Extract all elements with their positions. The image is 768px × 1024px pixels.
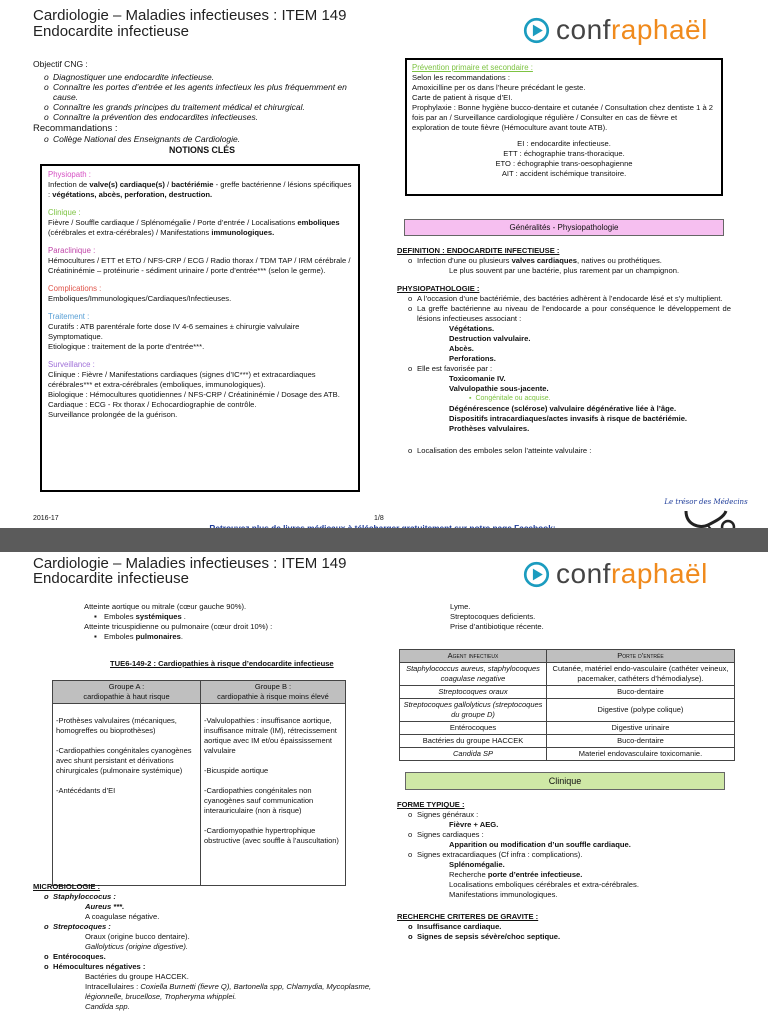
- localisation-item: o Localisation des emboles selon l’atteinte valvulaire :: [397, 446, 731, 456]
- notions-box: [40, 164, 360, 492]
- groupA-item: -Antécédants d’EI: [56, 786, 116, 795]
- abbrev-line: ETO : échographie trans-oesophagienne: [495, 159, 633, 168]
- table-row: Bactéries du groupe HACCEK Buco-dentaire: [400, 735, 735, 748]
- clinique-text: Fièvre / Souffle cardiaque / Splénomégalie / Porte d’entrée / Localisations emboliques (cérébrales et extra-cérébrales) / Manifestations immunologiques.: [48, 218, 340, 237]
- definition-title: DEFINITION : ENDOCARDITE INFECTIEUSE :: [397, 246, 560, 255]
- forme-title: FORME TYPIQUE :: [397, 800, 465, 809]
- groupB-item: -Cardiomyopathie hypertrophique obstructive (avec souffle à l’auscultation): [204, 826, 339, 845]
- complications-text: Emboliques/Immunologiques/Cardiaques/Infectieuses.: [48, 294, 232, 303]
- objectif-item: o Connaître la prévention des endocardites infectieuses.: [33, 112, 371, 122]
- confraphael-logo: confraphaël: [523, 560, 708, 588]
- clinique-label: Clinique :: [48, 208, 81, 217]
- paraclinique-text: Hémocultures / ETT et ETO / NFS-CRP / ECG / Radio thorax / TDM TAP / IRM cérébrale / Créatininémie – protéinurie - sédiment urinaire / porte d’entrée*** (selon le germe).: [48, 256, 351, 275]
- agent-header: Agent infectieux: [400, 650, 547, 663]
- badge-title: Le trésor des Médecins: [664, 498, 748, 506]
- abbrev-line: AIT : accident ischémique transitoire.: [501, 169, 627, 178]
- favorisee-item: o Elle est favorisée par :: [397, 364, 731, 374]
- physiopatho-title: PHYSIOPATHOLOGIE :: [397, 284, 480, 293]
- favorisee-sub: Dégénérescence (sclérose) valvulaire dégénérative liée à l’âge.: [449, 404, 677, 413]
- paraclinique-label: Paraclinique :: [48, 246, 96, 255]
- forme-sub: Fièvre + AEG.: [449, 820, 499, 829]
- page-separator: [0, 528, 768, 552]
- forme-item: o Signes généraux :: [397, 810, 737, 820]
- forme-sub: Apparition ou modification d’un souffle cardiaque.: [449, 840, 631, 849]
- objectif-item: o Connaître les portes d’entrée et les agents infectieux les plus fréquemment en cause.: [33, 82, 371, 102]
- lesion-item: Végétations.: [449, 324, 495, 333]
- physio-text: Infection de valve(s) cardiaque(s) / bactériémie - greffe bactérienne / lésions spécifiques : végétations, abcès, perforation, destruction.: [48, 180, 352, 199]
- abbrev-line: EI : endocardite infectieuse.: [517, 139, 611, 148]
- reco-item: o Collège National des Enseignants de Cardiologie.: [33, 134, 371, 144]
- prevention-box: [405, 58, 723, 196]
- right-top-item: Lyme.: [450, 602, 471, 611]
- physio-label: Physiopath :: [48, 170, 91, 179]
- prevention-line: Prophylaxie : Bonne hygiène bucco-dentaire et cutanée / Consultation chez dentiste 1 à 2 fois par an / Surveillance cardiologique régulière / Consulter en cas de fièvre et exploration de toute fièvre (Hémoculture avant toute ATB).: [412, 103, 713, 132]
- groupB-cell: [201, 704, 346, 886]
- abbrev-line: ETT : échographie trans-thoracique.: [503, 149, 625, 158]
- play-circle-icon: [523, 17, 550, 44]
- lesion-item: Perforations.: [449, 354, 496, 363]
- right-top-item: Streptocoques deficients.: [450, 612, 536, 621]
- favorisee-sub: Prothèses valvulaires.: [449, 424, 530, 433]
- lesion-item: Abcès.: [449, 344, 474, 353]
- prevention-line: Amoxicilline per os dans l’heure précédant le geste.: [412, 83, 586, 92]
- forme-sub: Recherche porte d’entrée infectieuse.: [449, 870, 583, 879]
- groupA-header: Groupe A : cardiopathie à haut risque: [53, 681, 201, 704]
- atteinte-line: Atteinte aortique ou mitrale (cœur gauche 90%).: [84, 602, 247, 611]
- right-column-p1: [397, 246, 731, 456]
- entero-item: o Entérocoques.: [33, 952, 378, 962]
- groupA-cell: [53, 704, 201, 886]
- forme-item: o Signes extracardiaques (Cf infra : complications).: [397, 850, 737, 860]
- forme-sub: Manifestations immunologiques.: [449, 890, 558, 899]
- porte-header: Porte d’entrée: [547, 650, 735, 663]
- objectif-title: Objectif CNG :: [33, 59, 88, 69]
- favorisee-sub: Dispositifs intracardiaques/actes invasifs à risque de bactériémie.: [449, 414, 688, 423]
- surveillance-line: Cardiaque : ECG - Rx thorax / Echocardiographie de contrôle.: [48, 400, 257, 409]
- table-row: Streptocoques oraux Buco-dentaire: [400, 686, 735, 699]
- complications-label: Complications :: [48, 284, 102, 293]
- right-top-list: [450, 602, 544, 632]
- emboles-item: ▪ Emboles systémiques .: [92, 612, 374, 622]
- surveillance-line: Biologique : Hémocultures quotidiennes / NFS-CRP / Créatininémie / Dosage des ATB.: [48, 390, 340, 399]
- traitement-line: Curatifs : ATB parentérale forte dose IV 4-6 semaines ± chirurgie valvulaire: [48, 322, 300, 331]
- haccek-item: Bactéries du groupe HACCEK.: [85, 972, 189, 981]
- prevention-label: Prévention primaire et secondaire :: [412, 63, 533, 72]
- candida-item: Candida spp.: [85, 1002, 130, 1011]
- right-top-item: Prise d’antibiotique récente.: [450, 622, 544, 631]
- tue-title: TUE6-149-2 : Cardiopathies à risque d’endocardite infectieuse: [110, 659, 334, 668]
- forme-item: o Signes cardiaques :: [397, 830, 737, 840]
- surveillance-line: Clinique : Fièvre / Manifestations cardiaques (signes d’IC***) et extracardiaques cérébrales*** et extra-cérébrales (emboliques, immunologiques).: [48, 370, 316, 389]
- groupB-item: -Cardiopathies congénitales non cyanogènes sauf communication interauriculaire (non à risque): [204, 786, 314, 815]
- hemoc-item: o Hémocultures négatives :: [33, 962, 378, 972]
- traitement-line: Symptomatique.: [48, 332, 103, 341]
- aureus-item: Aureus ***.: [85, 902, 125, 911]
- page-2: [0, 552, 768, 1024]
- reco-title: Recommandations :: [33, 123, 118, 134]
- confraphael-logo: confraphaël: [523, 16, 708, 44]
- clinique-band: Clinique: [405, 772, 725, 790]
- table-row: Entérocoques Digestive urinaire: [400, 722, 735, 735]
- congenitale-note: ▪ Congénitale ou acquise.: [469, 395, 551, 402]
- forme-sub: Localisations emboliques cérébrales et extra-cérébrales.: [449, 880, 639, 889]
- groupA-item: -Prothèses valvulaires (mécaniques, homogreffes ou bioprothèses): [56, 716, 177, 735]
- objectif-item: o Connaître les grands principes du traitement médical et chirurgical.: [33, 102, 371, 112]
- gallo-item: Gallolyticus (origine digestive).: [85, 942, 188, 951]
- physiopatho-item: o La greffe bactérienne au niveau de l’endocarde a pour conséquence le développement de lésions infectieuses associant :: [397, 304, 731, 324]
- favorisee-sub: Toxicomanie IV.: [449, 374, 506, 383]
- groupB-header: Groupe B : cardiopathie à risque moins élevé: [201, 681, 346, 704]
- table-row: Streptocoques gallolyticus (streptocoques du groupe D) Digestive (polype colique): [400, 699, 735, 722]
- oraux-item: Oraux (origine bucco dentaire).: [85, 932, 190, 941]
- traitement-label: Traitement :: [48, 312, 90, 321]
- objectif-item: o Diagnostiquer une endocardite infectieuse.: [33, 72, 371, 82]
- generalites-band: Généralités - Physiopathologie: [404, 219, 724, 236]
- notions-title: NOTIONS CLÉS: [169, 145, 235, 155]
- lesion-item: Destruction valvulaire.: [449, 334, 531, 343]
- objectif-section: [33, 59, 371, 155]
- coag-item: A coagulase négative.: [85, 912, 160, 921]
- atteinte-line: Atteinte tricuspidienne ou pulmonaire (cœur droit 10%) :: [84, 622, 273, 631]
- groupB-item: -Valvulopathies : insuffisance aortique, insuffisance mitrale (IM), rétrecissement aortique avec IM et/ou épaississement valvulaire: [204, 716, 337, 755]
- forme-sub: Splénomégalie.: [449, 860, 505, 869]
- page-title-line1: Cardiologie – Maladies infectieuses : ITEM 149: [33, 7, 347, 24]
- strepto-item: o Streptocoques :: [33, 922, 378, 932]
- intra-item: Intracellulaires : Coxiella Burnetti (fievre Q), Bartonella spp, Chlamydia, Mycoplasme, légionnelle, brucellose, Tropheryma whipplei.: [85, 982, 372, 1001]
- definition-line: Le plus souvent par une bactérie, plus rarement par un champignon.: [449, 266, 680, 275]
- surveillance-line: Surveillance prolongée de la guérison.: [48, 410, 178, 419]
- gravite-item: o Insuffisance cardiaque.: [397, 922, 737, 932]
- play-circle-icon: [523, 561, 550, 588]
- groupB-item: -Bicuspide aortique: [204, 766, 269, 775]
- footer-page-number: 1/8: [374, 515, 384, 522]
- atteinte-section: [84, 602, 374, 642]
- emboles-item: ▪ Emboles pulmonaires.: [92, 632, 374, 642]
- page-title-line1: Cardiologie – Maladies infectieuses : ITEM 149: [33, 555, 347, 572]
- gravite-title: RECHERCHE CRITERES DE GRAVITE :: [397, 912, 539, 921]
- risk-groups-table: [52, 680, 346, 886]
- staph-item: o Staphyloccocus :: [33, 892, 378, 902]
- prevention-line: Carte de patient à risque d’EI.: [412, 93, 513, 102]
- prevention-line: Selon les recommandations :: [412, 73, 510, 82]
- definition-item: o Infection d’une ou plusieurs valves cardiaques, natives ou prothétiques.: [397, 256, 731, 266]
- page-title-line2: Endocardite infectieuse: [33, 570, 189, 587]
- microbio-title: MICROBIOLOGIE :: [33, 882, 101, 891]
- footer-year: 2016-17: [33, 515, 59, 522]
- groupA-item: -Cardiopathies congénitales cyanogènes avec shunt persistant et dérivations chirurgicales (pulmonaire systémique): [56, 746, 192, 775]
- traitement-line: Etiologique : traitement de la porte d’entrée***.: [48, 342, 205, 351]
- page-title-line2: Endocardite infectieuse: [33, 23, 189, 40]
- gravite-item: o Signes de sepsis sévère/choc septique.: [397, 932, 737, 942]
- microbio-section: [33, 882, 378, 1012]
- favorisee-sub: Valvulopathie sous-jacente.: [449, 384, 549, 393]
- table-row: Staphylococcus aureus, staphylocoques coagulase negative Cutanée, matériel endo-vasculaire (cathéter veineux, pacemaker, cathéters d’hémodialyse).: [400, 663, 735, 686]
- physiopatho-item: o A l’occasion d’une bactériémie, des bactéries adhèrent à l’endocarde lésé et s’y multiplient.: [397, 294, 731, 304]
- agents-table: [399, 649, 735, 761]
- forme-section: [397, 800, 737, 942]
- surveillance-label: Surveillance :: [48, 360, 95, 369]
- table-row: Candida SP Materiel endovasculaire toxicomanie.: [400, 748, 735, 761]
